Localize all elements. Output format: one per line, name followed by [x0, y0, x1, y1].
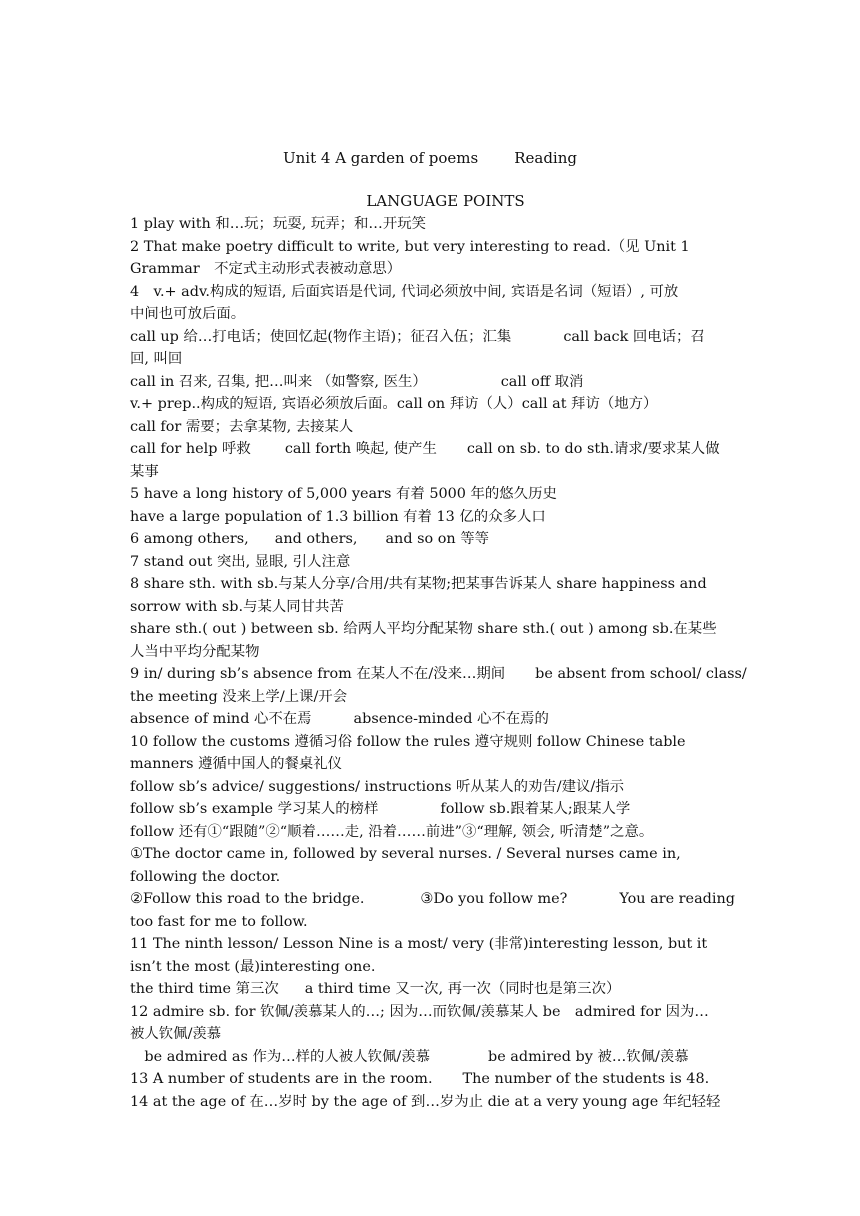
text-segment: the meeting 没来上学/上课/开会	[130, 688, 348, 705]
text-segment: 14 at the age of 在…岁时 by the age of 到…岁为止 die at a very young age 年纪轻轻	[130, 1093, 721, 1110]
text-segment: 6 among others,	[130, 531, 249, 547]
text-line	[130, 956, 734, 979]
text-line	[130, 1046, 734, 1069]
text-line	[130, 326, 734, 349]
text-segment: v.+ prep..构成的短语, 宾语必须放后面。call on 拜访（人）call at 拜访（地方）	[130, 396, 658, 412]
text-segment: sorrow with sb.与某人同甘共苦	[130, 598, 344, 615]
text-segment: call in 召来, 召集, 把…叫来 （如警察, 医生）	[130, 373, 427, 390]
text-line	[130, 978, 734, 1001]
text-line	[130, 596, 734, 619]
text-segment: be admired by 被…钦佩/羡慕	[488, 1048, 689, 1065]
section-heading: LANGUAGE POINTS	[366, 192, 525, 210]
text-segment: following the doctor.	[130, 868, 281, 885]
text-segment: 13 A number of students are in the room.	[130, 1071, 433, 1087]
text-segment: follow sb’s advice/ suggestions/ instructions 听从某人的劝告/建议/指示	[130, 778, 625, 795]
text-segment: absence-minded 心不在焉的	[353, 711, 549, 727]
text-segment: 被人钦佩/羡慕	[130, 1026, 222, 1042]
text-segment: 8 share sth. with sb.与某人分享/合用/共有某物;把某事告诉某人 share happiness and	[130, 576, 707, 592]
text-segment: a third time 又一次, 再一次（同时也是第三次）	[304, 981, 621, 997]
text-segment: be admired as 作为…样的人被人钦佩/羡慕	[130, 1048, 430, 1065]
text-line	[130, 888, 734, 911]
text-segment: 9 in/ during sb’s absence from 在某人不在/没来…期间	[130, 666, 506, 682]
document-body	[130, 213, 747, 1113]
text-line	[130, 461, 734, 484]
text-segment: ③Do you follow me?	[420, 891, 568, 907]
text-line	[130, 348, 734, 371]
text-segment: manners 遵循中国人的餐桌礼仪	[130, 756, 343, 772]
text-segment: call off 取消	[500, 373, 584, 390]
text-segment: isn’t the most (最)interesting one.	[130, 958, 376, 975]
text-segment: absence of mind 心不在焉	[130, 711, 312, 727]
text-segment: 4 v.+ adv.构成的短语, 后面宾语是代词, 代词必须放中间, 宾语是名词（短语）, 可放	[130, 283, 679, 300]
text-segment: ②Follow this road to the bridge.	[130, 891, 365, 907]
text-segment: too fast for me to follow.	[130, 913, 308, 930]
text-segment: follow sb’s example 学习某人的榜样	[130, 801, 379, 817]
document-title	[0, 148, 860, 168]
text-line	[130, 911, 734, 934]
text-line	[130, 798, 734, 821]
text-segment: 5 have a long history of 5,000 years 有着 5000 年的悠久历史	[130, 486, 557, 502]
text-line	[130, 416, 734, 439]
text-segment: You are reading	[619, 891, 735, 907]
text-segment: call for 需要；去拿某物, 去接某人	[130, 418, 354, 435]
text-line	[130, 843, 734, 866]
text-line	[130, 258, 734, 281]
text-line	[130, 1023, 734, 1046]
text-line	[130, 528, 734, 551]
title-main: Unit 4 A garden of poems	[283, 149, 479, 167]
text-line	[130, 821, 734, 844]
text-line	[130, 438, 734, 461]
text-segment: follow sb.跟着某人;跟某人学	[440, 801, 631, 817]
text-segment: have a large population of 1.3 billion 有着 13 亿的众多人口	[130, 508, 546, 525]
text-segment: 12 admire sb. for 钦佩/羡慕某人的…; 因为…而钦佩/羡慕某人 be admired for 因为…	[130, 1003, 709, 1020]
text-segment: call for help 呼救	[130, 441, 251, 457]
text-line	[130, 213, 734, 236]
text-line	[130, 371, 734, 394]
text-line	[130, 573, 734, 596]
text-segment: 11 The ninth lesson/ Lesson Nine is a most/ very (非常)interesting lesson, but it	[130, 936, 708, 952]
text-line	[130, 1068, 734, 1091]
text-segment: 7 stand out 突出, 显眼, 引人注意	[130, 553, 351, 570]
text-segment: and others,	[274, 531, 358, 547]
text-line	[130, 483, 734, 506]
text-segment: call back 回电话；召	[563, 328, 705, 345]
text-line	[130, 281, 734, 304]
text-line	[130, 866, 734, 889]
text-line	[130, 303, 734, 326]
text-line	[130, 236, 734, 259]
text-line	[130, 641, 734, 664]
text-segment: be absent from school/ class/	[535, 666, 747, 682]
text-segment: call on sb. to do sth.请求/要求某人做	[466, 441, 720, 457]
text-segment: 某事	[130, 463, 159, 480]
text-segment: Grammar 不定式主动形式表被动意思）	[130, 261, 402, 277]
text-line	[130, 618, 734, 641]
text-segment: ①The doctor came in, followed by several nurses. / Several nurses came in,	[130, 846, 681, 862]
text-segment: 10 follow the customs 遵循习俗 follow the rules 遵守规则 follow Chinese table	[130, 733, 686, 750]
text-segment: 中间也可放后面。	[130, 306, 246, 322]
text-line	[130, 1001, 734, 1024]
text-segment: 1 play with 和…玩；玩耍, 玩弄；和…开玩笑	[130, 216, 426, 232]
text-segment: follow 还有①“跟随”②“顺着……走, 沿着……前进”③“理解, 领会, 听清楚”之意。	[130, 823, 654, 840]
text-line	[130, 506, 734, 529]
text-segment: the third time 第三次	[130, 981, 279, 997]
text-line	[130, 776, 734, 799]
text-line	[130, 393, 734, 416]
text-segment: 回, 叫回	[130, 351, 183, 367]
text-line	[130, 731, 734, 754]
text-line	[130, 551, 734, 574]
text-segment: call up 给…打电话；使回忆起(物作主语)；征召入伍；汇集	[130, 328, 512, 345]
text-segment: and so on 等等	[385, 531, 490, 547]
text-segment: The number of the students is 48.	[462, 1071, 710, 1087]
text-line	[130, 686, 734, 709]
text-segment: 2 That make poetry difficult to write, but very interesting to read.（见 Unit 1	[130, 238, 690, 255]
text-line	[130, 708, 734, 731]
text-segment: 人当中平均分配某物	[130, 643, 260, 660]
text-line	[130, 753, 734, 776]
text-line	[130, 663, 747, 686]
text-segment: share sth.( out ) between sb. 给两人平均分配某物 share sth.( out ) among sb.在某些	[130, 621, 717, 637]
text-segment: call forth 唤起, 使产生	[284, 441, 437, 457]
title-sub: Reading	[514, 149, 577, 167]
text-line	[130, 933, 734, 956]
text-line	[130, 1091, 734, 1114]
